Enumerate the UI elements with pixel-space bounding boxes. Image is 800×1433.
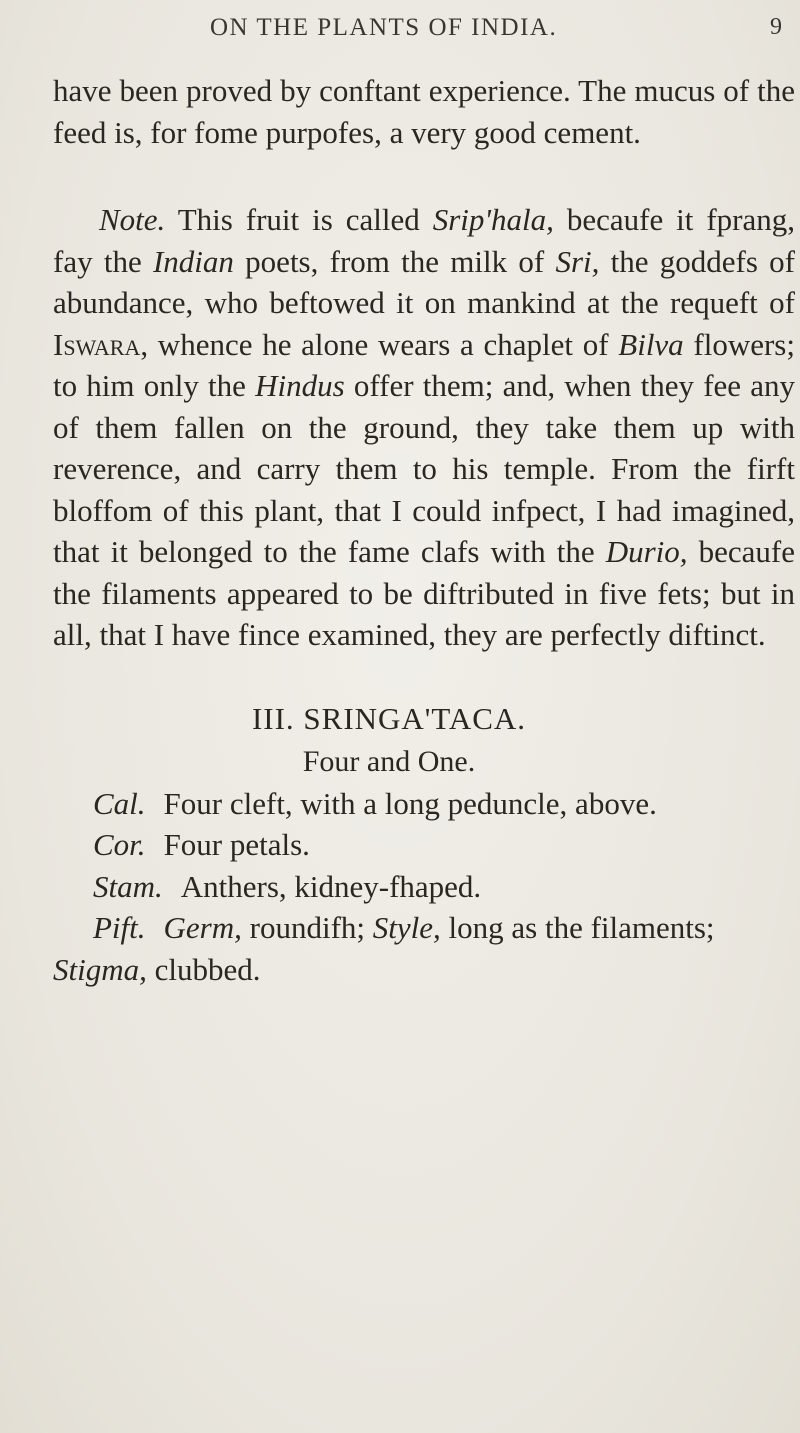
note-italic: Sri, xyxy=(555,243,600,279)
description-calyx xyxy=(53,783,795,825)
running-head: ON THE PLANTS OF INDIA. xyxy=(210,14,558,41)
note-italic: Hindus xyxy=(255,368,345,403)
note-italic: Indian xyxy=(152,243,234,279)
description-stamens xyxy=(53,866,795,908)
page-number: 9 xyxy=(770,14,782,40)
description-text: roundifh; xyxy=(241,910,373,945)
description-pistil xyxy=(53,907,795,990)
section-heading: III. SRINGA'TACA. xyxy=(251,700,527,736)
description-italic: Style, xyxy=(372,910,441,945)
description-text: long as the filaments; xyxy=(440,910,715,945)
description-italic: Stigma, xyxy=(53,951,147,987)
note-italic: Durio, xyxy=(605,534,688,569)
note-italic: Srip'hala, xyxy=(432,202,554,237)
note-text: whence he alone wears a chaplet of xyxy=(148,326,619,362)
continuation-paragraph: have been proved by conftant experience. The mucus of the feed is, for fome purpofes, a very good cement. xyxy=(53,73,795,150)
section-subheading: Four and One. xyxy=(302,745,476,778)
description-label: Stam. xyxy=(93,868,163,904)
note-label: Note. xyxy=(99,202,166,237)
note-paragraph xyxy=(53,199,795,656)
note-text: offer them; and, when they fee any of them fallen on the ground, they take them up with reverence, and carry them to his temple. From the firft bloffom of this plant, that I could infpect, I had imagined, that it belonged to the fame clafs with the xyxy=(53,368,795,569)
note-text: the goddefs of abundance, who beftowed it on mankind at the requeft of xyxy=(53,243,796,320)
description-label: Pift. xyxy=(93,910,146,945)
description-label: Cal. xyxy=(93,785,146,821)
description-text: Four cleft, with a long peduncle, above. xyxy=(163,785,657,821)
note-text: flowers; to him only the xyxy=(53,326,795,403)
description-text: clubbed. xyxy=(146,951,261,987)
note-text: poets, from the milk of xyxy=(233,243,556,279)
description-italic: Germ, xyxy=(163,910,242,945)
description-label: Cor. xyxy=(93,827,146,862)
note-small-caps: Iswara, xyxy=(53,326,149,362)
description-text: Anthers, kidney-fhaped. xyxy=(180,868,482,904)
note-text: becaufe the filaments appeared to be diftributed in five fets; but in all, that I have fince examined, they are perfectly diftinct. xyxy=(53,534,795,652)
note-italic: Bilva xyxy=(618,326,684,362)
note-text: becaufe it fprang, fay the xyxy=(53,202,795,279)
note-text: This fruit is called xyxy=(177,202,433,237)
description-corolla xyxy=(53,824,795,866)
body-text xyxy=(53,70,795,990)
description-text: Four petals. xyxy=(163,827,310,862)
